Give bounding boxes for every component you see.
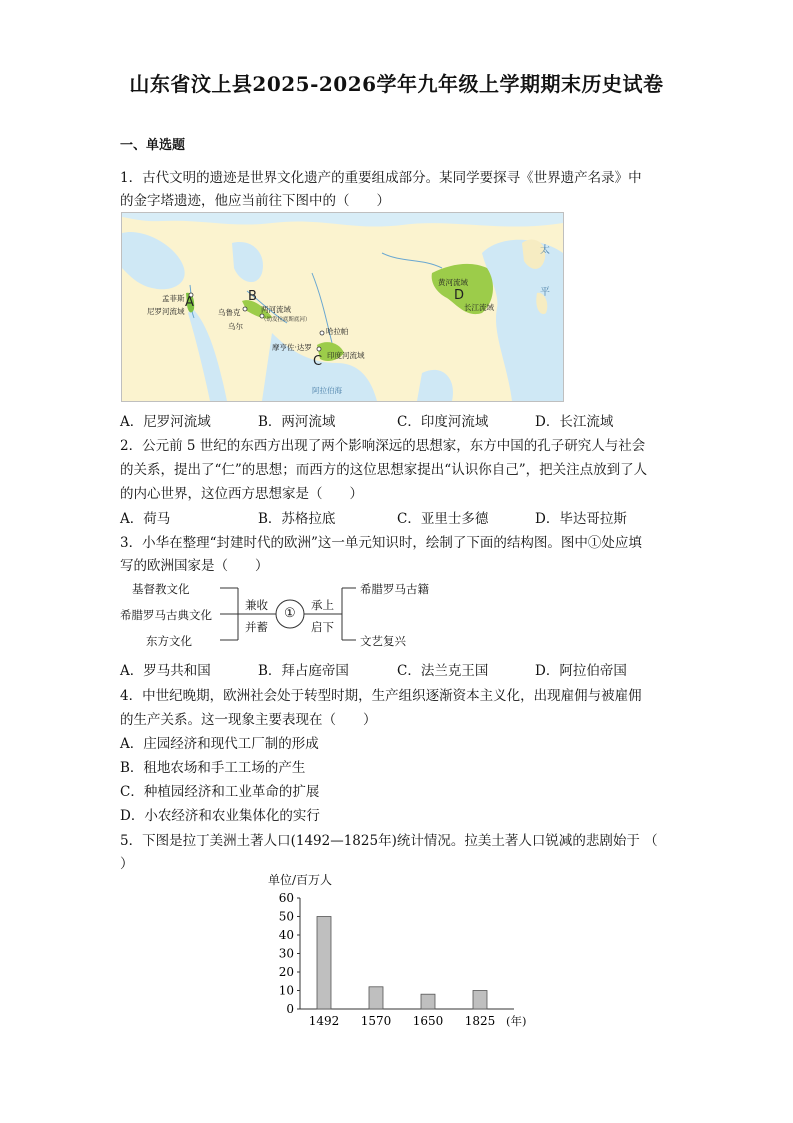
y-tick-label: 20 — [278, 965, 294, 979]
q1-stem-line2: 的金字塔遗迹，他应当前往下图中的（ ） — [120, 193, 390, 209]
x-tick-label: 1492 — [308, 1014, 340, 1028]
diagram-right-renaissance: 文艺复兴 — [360, 634, 406, 648]
map-label-yangtze: 长江流域 — [464, 303, 494, 312]
map-label-two-rivers-sub: （幼发拉底斯底河） — [261, 317, 311, 323]
y-tick-label: 10 — [278, 983, 294, 998]
q5-stem-line2: ） — [120, 856, 134, 872]
q4-option-d[interactable]: D．小农经济和农业集体化的实行 — [120, 808, 320, 824]
diagram-right-classics: 希腊罗马古籍 — [360, 582, 429, 596]
q2-stem-line3: 的内心世界，这位西方思想家是（ ） — [120, 486, 363, 502]
q3-option-a[interactable]: A．罗马共和国 — [120, 663, 211, 679]
q3-option-b[interactable]: B．拜占庭帝国 — [258, 663, 349, 679]
y-tick-label: 60 — [278, 891, 294, 905]
section-title: 一、单选题 — [120, 138, 186, 153]
ancient-civilizations-map — [121, 212, 564, 402]
map-letter-d: D — [454, 288, 465, 303]
q4-stem-line2: 的生产关系。这一现象主要表现在（ ） — [120, 712, 377, 728]
q4-stem-line1: 4．中世纪晚期，欧洲社会处于转型时期，生产组织逐渐资本主义化，出现雇佣与被雇佣 — [120, 688, 642, 704]
diagram-bingxu: 并蓄 — [245, 620, 268, 634]
q2-option-d[interactable]: D．毕达哥拉斯 — [535, 511, 627, 527]
structure-diagram — [120, 578, 440, 648]
q4-option-a[interactable]: A．庄园经济和现代工厂制的形成 — [120, 736, 319, 752]
q4-option-b[interactable]: B．租地农场和手工工场的产生 — [120, 760, 306, 776]
page-title: 山东省汶上县2025-2026学年九年级上学期期末历史试卷 — [129, 72, 664, 96]
map-label-pacific-1: 太 — [540, 245, 550, 256]
y-tick-label: 30 — [278, 946, 294, 961]
x-tick-label: 1825 — [464, 1014, 496, 1028]
q1-stem-line1: 1．古代文明的遗迹是世界文化遗产的重要组成部分。某同学要探寻《世界遗产名录》中 — [120, 170, 642, 186]
diagram-left-classical: 希腊罗马古典文化 — [120, 608, 212, 622]
map-label-harappa: 哈拉帕 — [326, 327, 349, 336]
map-label-mohenjo: 摩亨佐·达罗 — [272, 343, 312, 352]
chart-y-label: 单位/百万人 — [268, 873, 333, 887]
q2-option-a[interactable]: A．荷马 — [120, 511, 171, 527]
q5-stem-line1: 5．下图是拉丁美洲土著人口(1492—1825年)统计情况。拉美土著人口锐减的悲剧始于 （ — [120, 833, 658, 849]
q1-option-c[interactable]: C．印度河流域 — [397, 414, 489, 430]
chart-x-label: (年) — [506, 1014, 527, 1028]
map-label-memphis: 孟菲斯 — [162, 294, 185, 303]
map-label-ur: 乌尔 — [228, 322, 243, 331]
y-tick-label: 50 — [278, 909, 294, 924]
q1-option-b[interactable]: B．两河流域 — [258, 414, 336, 430]
q2-stem-line2: 的关系，提出了“仁”的思想；而西方的这位思想家提出“认识你自己”，把关注点放到了人 — [120, 462, 648, 478]
y-tick-label: 40 — [278, 928, 294, 942]
map-label-indus: 印度河流域 — [327, 351, 365, 360]
map-letter-b: B — [248, 289, 257, 304]
diagram-left-christian: 基督教文化 — [132, 582, 190, 596]
map-label-uruk: 乌鲁克 — [218, 308, 241, 317]
map-label-arabian-sea: 阿拉伯海 — [312, 386, 342, 395]
q2-stem-line1: 2．公元前 5 世纪的东西方出现了两个影响深远的思想家，东方中国的孔子研究人与社会 — [120, 438, 646, 454]
diagram-blank-circle: ① — [284, 606, 296, 621]
q2-option-c[interactable]: C．亚里士多德 — [397, 511, 489, 527]
map-label-pacific-2: 平 — [540, 287, 550, 298]
x-tick-label: 1570 — [360, 1014, 392, 1028]
map-label-two-rivers: 两河流域 — [261, 305, 291, 314]
x-tick-label: 1650 — [412, 1014, 444, 1028]
diagram-chengshang: 承上 — [311, 598, 334, 612]
q1-option-a[interactable]: A．尼罗河流域 — [120, 414, 211, 430]
y-tick-label: 0 — [286, 1002, 294, 1016]
q3-option-d[interactable]: D．阿拉伯帝国 — [535, 663, 627, 679]
q3-stem-line1: 3．小华在整理“封建时代的欧洲”这一单元知识时，绘制了下面的结构图。图中①处应填 — [120, 535, 642, 551]
bar-1492 — [317, 917, 331, 1010]
chart-svg — [262, 872, 542, 1032]
bar-1825 — [473, 991, 487, 1010]
q2-option-b[interactable]: B．苏格拉底 — [258, 511, 336, 527]
map-letter-a: A — [185, 295, 194, 310]
q3-option-c[interactable]: C．法兰克王国 — [397, 663, 489, 679]
diagram-jianshou: 兼收 — [245, 598, 268, 612]
q4-option-c[interactable]: C．种植园经济和工业革命的扩展 — [120, 784, 320, 800]
diagram-left-eastern: 东方文化 — [146, 634, 192, 648]
bar-1650 — [421, 994, 435, 1009]
map-label-yellow: 黄河流域 — [438, 278, 468, 287]
bar-1570 — [369, 987, 383, 1009]
q1-option-d[interactable]: D．长江流域 — [535, 414, 614, 430]
map-letter-c: C — [313, 354, 323, 369]
q3-stem-line2: 写的欧洲国家是（ ） — [120, 558, 269, 574]
map-label-nile: 尼罗河流域 — [147, 307, 185, 316]
map-graphic — [122, 213, 563, 401]
diagram-qixia: 启下 — [311, 620, 334, 634]
population-bar-chart — [262, 872, 542, 1032]
